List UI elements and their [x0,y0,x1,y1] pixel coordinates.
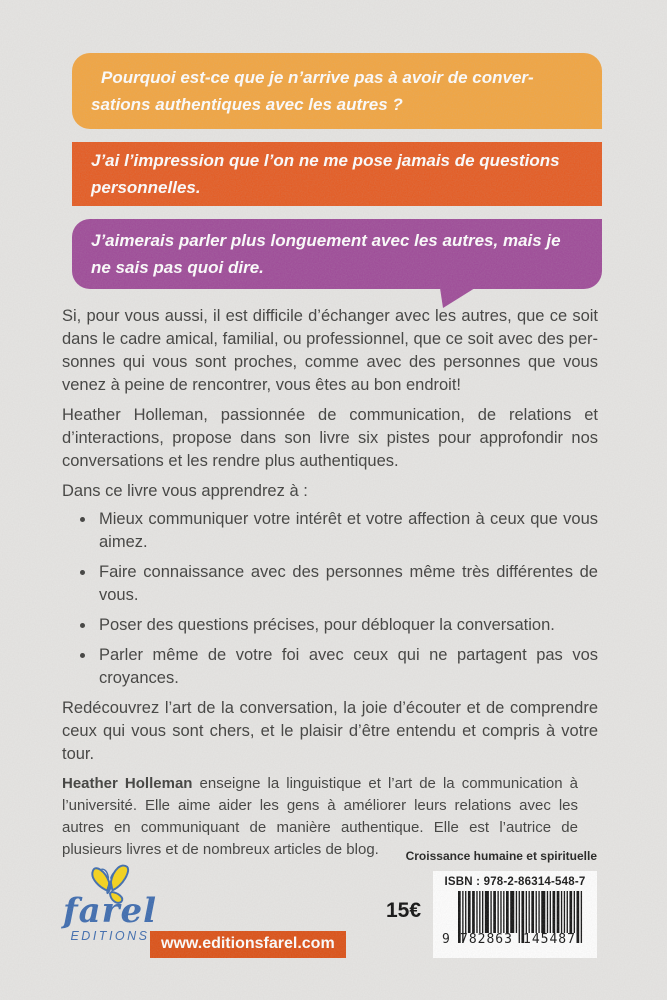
barcode-panel [433,871,597,958]
speech-bubbles [72,53,602,289]
barcode-digit-group: 782863 [460,932,513,947]
speech-bubble-question-3 [72,219,602,289]
list-item: • Mieux communiquer votre intérêt et votre affection à ceux que vous aimez. [96,508,598,554]
speech-bubble-question-1 [72,53,602,129]
list-lead-in: Dans ce livre vous apprendrez à : [62,482,308,500]
barcode-digit-first: 9 [442,932,450,947]
author-name: Heather Holleman [62,775,193,792]
barcode [442,891,584,951]
back-cover-text [62,305,598,861]
publisher-logo [58,860,162,943]
author-bio [62,773,578,861]
list-item: • Faire connaissance avec des personnes même très différentes de vous. [96,561,598,607]
paragraph-intro: Si, pour vous aussi, il est difficile d’échanger avec les autres, que ce soit dans le cadre amical, familial, ou professionnel, que ce soit avec des personnes qui vous sont proches, comme avec des personnes que vous venez à peine de rencontrer, vous êtes au bon endroit! [62,307,598,394]
speech-bubble-text: J’aimerais parler plus longuement avec les autres, mais je ne sais pas quoi dire. [91,231,561,277]
isbn-label: ISBN : 978-2-86314-548-7 [444,876,586,888]
list-item: • Poser des questions précises, pour débloquer la conversation. [96,614,598,637]
author-bio-text: enseigne la linguistique et l’art de la communication à l’université. Elle aime aider les gens à améliorer leurs relations avec les autres en communiquant de manière authentique. Elle est l’autrice de plusieurs livres et de nombreux articles de blog. [62,775,578,858]
speech-bubble-tail-icon [440,288,476,308]
barcode-digit-group: 145487 [523,932,576,947]
cover-content [62,53,598,868]
speech-bubble-question-2 [72,142,602,206]
publisher-subtitle: EDITIONS [70,929,150,943]
price-label: 15€ [386,899,422,922]
learning-points-list [62,508,598,690]
barcode-digits [442,931,584,947]
paragraph-closing: Redécouvrez l’art de la conversation, la joie d’écouter et de comprendre ceux qui vous sont chers, et le plaisir d’être entendu et compris à votre tour. [62,699,598,763]
speech-bubble-text: J’ai l’impression que l’on ne me pose jamais de questions personnelles. [91,151,560,197]
list-item: • Parler même de votre foi avec ceux qui ne partagent pas vos croyances. [96,644,598,690]
paragraph-author-pitch: Heather Holleman, passionnée de communication, de relations et d’interactions, propose dans son livre six pistes pour approfondir nos conversations et les rendre plus authentiques. [62,406,598,470]
speech-bubble-text: Pourquoi est-ce que je n’arrive pas à avoir de conversations authentiques avec les autres ? [91,68,534,114]
publisher-name: farel [62,891,158,931]
website-link[interactable]: www.editionsfarel.com [150,931,346,958]
collection-label: Croissance humaine et spirituelle [405,849,597,863]
